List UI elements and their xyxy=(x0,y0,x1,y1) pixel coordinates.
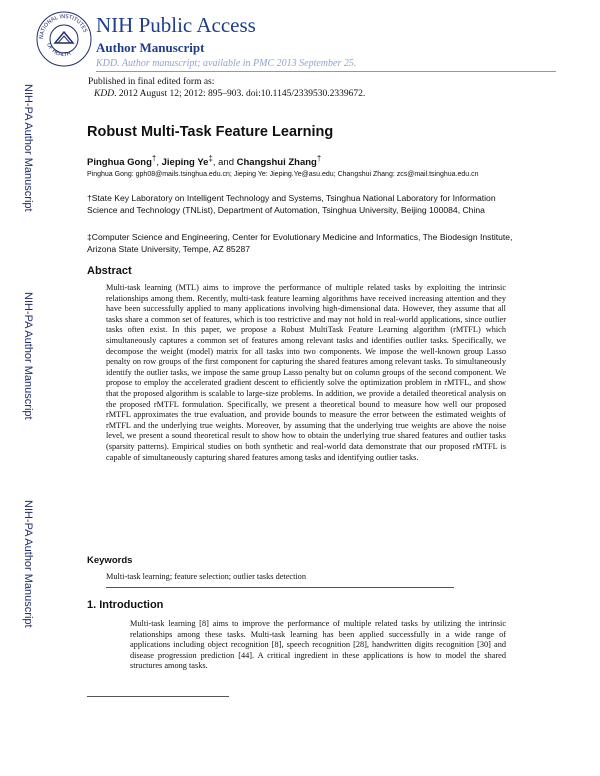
sidebar-label-top: NIH-PA Author Manuscript xyxy=(22,84,34,212)
keywords-text: Multi-task learning; feature selection; outlier tasks detection xyxy=(106,572,306,581)
header-title: NIH Public Access xyxy=(96,13,256,37)
author-name: Pinghua Gong xyxy=(87,157,152,169)
keywords-heading: Keywords xyxy=(87,555,133,566)
introduction-text: Multi-task learning [8] aims to improve the performance of multiple related tasks by utilizing the intrinsic relationships among these tasks. Multi-task learning has been applied successfully in a wide range of applications including object recognition [8], speech recognition [28], handwritten digits recognition [30] and disease progression prediction [44]. A critical ingredient in these applications is how to model the shared structures among tasks. xyxy=(130,619,506,671)
author-name: Changshui Zhang xyxy=(236,157,317,169)
nih-seal-logo xyxy=(35,10,93,68)
svg-text:OF HEALTH xyxy=(45,42,72,58)
keywords-divider xyxy=(106,587,454,588)
author-separator: , and xyxy=(212,157,237,169)
author-separator: , xyxy=(156,157,162,169)
sidebar-label-bottom: NIH-PA Author Manuscript xyxy=(22,500,34,628)
sidebar-label-middle: NIH-PA Author Manuscript xyxy=(22,292,34,420)
citation-line xyxy=(94,89,365,99)
author-mark: † xyxy=(151,154,157,163)
abstract-heading: Abstract xyxy=(87,265,132,277)
seal-bottom-text: OF HEALTH xyxy=(45,42,72,59)
header-subtitle: Author Manuscript xyxy=(96,40,205,55)
introduction-heading: 1. Introduction xyxy=(87,599,164,611)
author-mark: ‡ xyxy=(208,154,213,163)
header-divider xyxy=(96,71,556,72)
journal-name: KDD xyxy=(94,89,115,99)
affiliation-1: †State Key Laboratory on Intelligent Technology and Systems, Tsinghua National Laboratory for Information Science and Technology (TNList), Department of Automation, Tsinghua University, Beijing 100084, China xyxy=(87,193,496,215)
availability-note: KDD. Author manuscript; available in PMC 2013 September 25. xyxy=(96,58,357,69)
paper-title: Robust Multi-Task Feature Learning xyxy=(87,124,334,140)
author-emails: Pinghua Gong: gph08@mails.tsinghua.edu.cn; Jieping Ye: Jieping.Ye@asu.edu; Changshui Zhang: zcs@mail.tsinghua.edu.cn xyxy=(87,171,479,178)
abstract-text: Multi-task learning (MTL) aims to improve the performance of multiple related tasks by exploiting the intrinsic relationships among them. Recently, multi-task feature learning algorithms have received increasing attention and they have been successfully applied to many applications involving high-dimensional data. However, they assume that all tasks share a common set of features, which is too restrictive and may not hold in real-world applications, since outlier tasks often exist. In this paper, we propose a Robust MultiTask Feature Learning algorithm (rMTFL) which simultaneously captures a common set of features among relevant tasks and identifies outlier tasks. Specifically, we decompose the weight (model) matrix for all tasks into two components. We impose the well-known group Lasso penalty on row groups of the first component for capturing the shared features among relevant tasks. To simultaneously identify the outlier tasks, we impose the same group Lasso penalty but on column groups of the second component. We propose to employ the accelerated gradient descent to efficiently solve the optimization problem in rMTFL, and show that the proposed algorithm is scalable to large-size problems. In addition, we provide a detailed theoretical analysis on the proposed rMTFL formulation. Specifically, we present a theoretical bound to measure how well our proposed rMTFL approximates the true evaluation, and provide bounds to measure the error between the estimated weights of rMTFL and the underlying true weights. Moreover, by assuming that the underlying true weights are above the noise level, we present a sound theoretical result to show how to obtain the underlying true shared features and outlier tasks (sparsity patterns). Empirical studies on both synthetic and real-world data demonstrate that our proposed rMTFL is capable of simultaneously capturing shared features among tasks and identifying outlier tasks. xyxy=(106,283,506,462)
seal-top-text: NATIONAL INSTITUTES xyxy=(38,13,88,40)
footnote-divider xyxy=(87,696,229,697)
published-in-label: Published in final edited form as: xyxy=(88,77,215,87)
author-name: Jieping Ye xyxy=(161,157,209,169)
author-mark: † xyxy=(316,154,322,163)
author-list xyxy=(87,154,321,168)
affiliation-2: ‡Computer Science and Engineering, Center for Evolutionary Medicine and Informatics, The Biodesign Institute, Arizona State University, Tempe, AZ 85287 xyxy=(87,232,513,254)
citation-text: . 2012 August 12; 2012: 895–903. doi:10.1145/2339530.2339672. xyxy=(114,89,366,99)
